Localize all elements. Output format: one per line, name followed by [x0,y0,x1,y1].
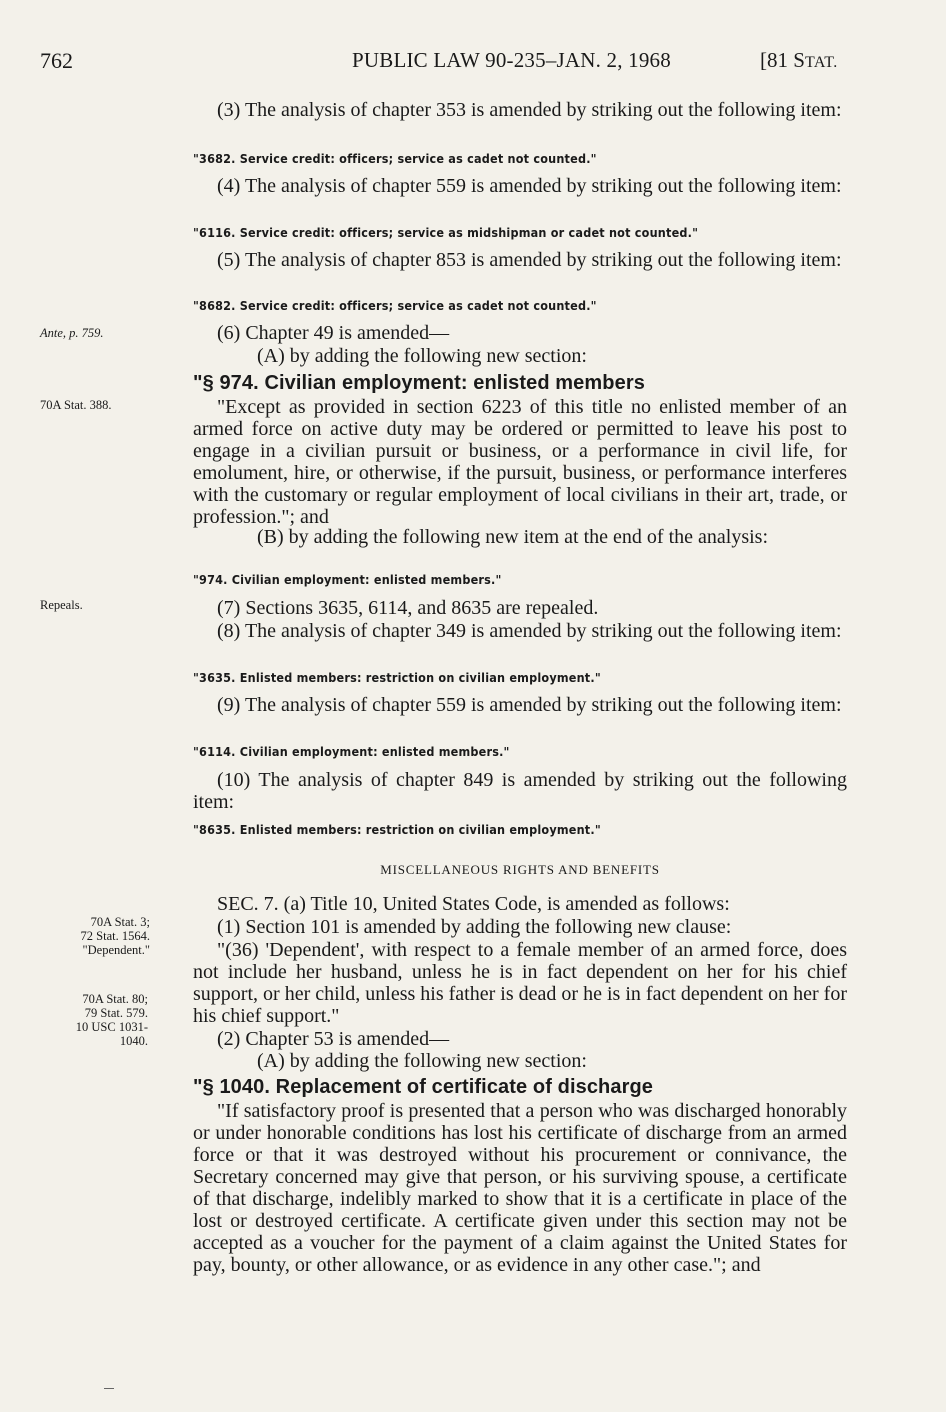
item-8682: "8682. Service credit: officers; service as cadet not counted." [193,298,597,313]
item-8635: "8635. Enlisted members: restriction on civilian employment." [193,822,601,837]
section-7-clause-2a: (A) by adding the following new section: [257,1050,587,1072]
section-7-dependent-definition: "(36) 'Dependent', with respect to a female member of an armed force, does not include her husband, unless he is in fact dependent on her for his chief support, or her child, unless his father is dead or he is in fact dependent on her for his chief support." [193,939,847,1027]
paragraph-9: (9) The analysis of chapter 559 is amended by striking out the following item: [217,694,842,716]
statute-reference [760,50,838,71]
margin-note-ante: Ante, p. 759. [40,326,104,340]
section-7-clause-2: (2) Chapter 53 is amended— [217,1028,450,1050]
statute-suffix: TAT. [804,54,838,71]
section-974-heading: "§ 974. Civilian employment: enlisted members [193,372,645,394]
margin-note-repeals: Repeals. [40,598,83,612]
section-7: SEC. 7. (a) Title 10, United States Code, is amended as follows: [217,893,730,915]
margin-note-dependent: 70A Stat. 3; 72 Stat. 1564. "Dependent." [80,915,150,957]
paragraph-6b: (B) by adding the following new item at the end of the analysis: [257,526,768,548]
paragraph-6: (6) Chapter 49 is amended— [217,322,450,344]
item-3635: "3635. Enlisted members: restriction on civilian employment." [193,670,601,685]
section-1040-text: "If satisfactory proof is presented that a person who was discharged honorably or under honorable conditions has lost his certificate of discharge from an armed force or that it was destroyed without his procurement or connivance, the Secretary concerned may give that person, or his surviving spouse, a certificate of that discharge, indelibly marked to show that it is a certificate in place of the lost or destroyed certificate. A certificate given under this section may not be accepted as a voucher for the payment of a claim against the United States for pay, bounty, or other allowance, or as evidence in any other case."; and [193,1100,847,1276]
paragraph-3: (3) The analysis of chapter 353 is amended by striking out the following item: [217,99,842,121]
item-974: "974. Civilian employment: enlisted members." [193,572,502,587]
section-974-text: "Except as provided in section 6223 of this title no enlisted member of an armed force on active duty may be ordered or permitted to leave his post to engage in a civilian pursuit or business, or a performance in civil life, for emolument, hire, or otherwise, if the pursuit, business, or performance interferes with the customary or regular employment of local civilians in their art, trade, or profession."; and [193,396,847,528]
paragraph-6a: (A) by adding the following new section: [257,345,587,367]
page-number: 762 [40,48,73,73]
paragraph-8: (8) The analysis of chapter 349 is amended by striking out the following item: [217,620,842,642]
statute-prefix: [81 S [760,48,805,72]
running-title: PUBLIC LAW 90-235–JAN. 2, 1968 [352,48,671,72]
paragraph-7: (7) Sections 3635, 6114, and 8635 are repealed. [217,597,599,619]
paragraph-10: (10) The analysis of chapter 849 is amended by striking out the following item: [193,769,847,813]
margin-note-stat-388: 70A Stat. 388. [40,398,112,412]
section-1040-heading: "§ 1040. Replacement of certificate of discharge [193,1076,654,1098]
item-3682: "3682. Service credit: officers; service as cadet not counted." [193,151,597,166]
paragraph-5: (5) The analysis of chapter 853 is amended by striking out the following item: [217,249,842,271]
section-heading: MISCELLANEOUS RIGHTS AND BENEFITS [380,862,660,877]
paragraph-4: (4) The analysis of chapter 559 is amended by striking out the following item: [217,175,842,197]
footer-rule [104,1388,114,1389]
item-6114: "6114. Civilian employment: enlisted members." [193,744,510,759]
item-6116: "6116. Service credit: officers; service as midshipman or cadet not counted." [193,225,699,240]
margin-note-stat-80: 70A Stat. 80; 79 Stat. 579. 10 USC 1031- 1040. [75,992,148,1048]
section-7-clause-1: (1) Section 101 is amended by adding the following new clause: [217,916,732,938]
